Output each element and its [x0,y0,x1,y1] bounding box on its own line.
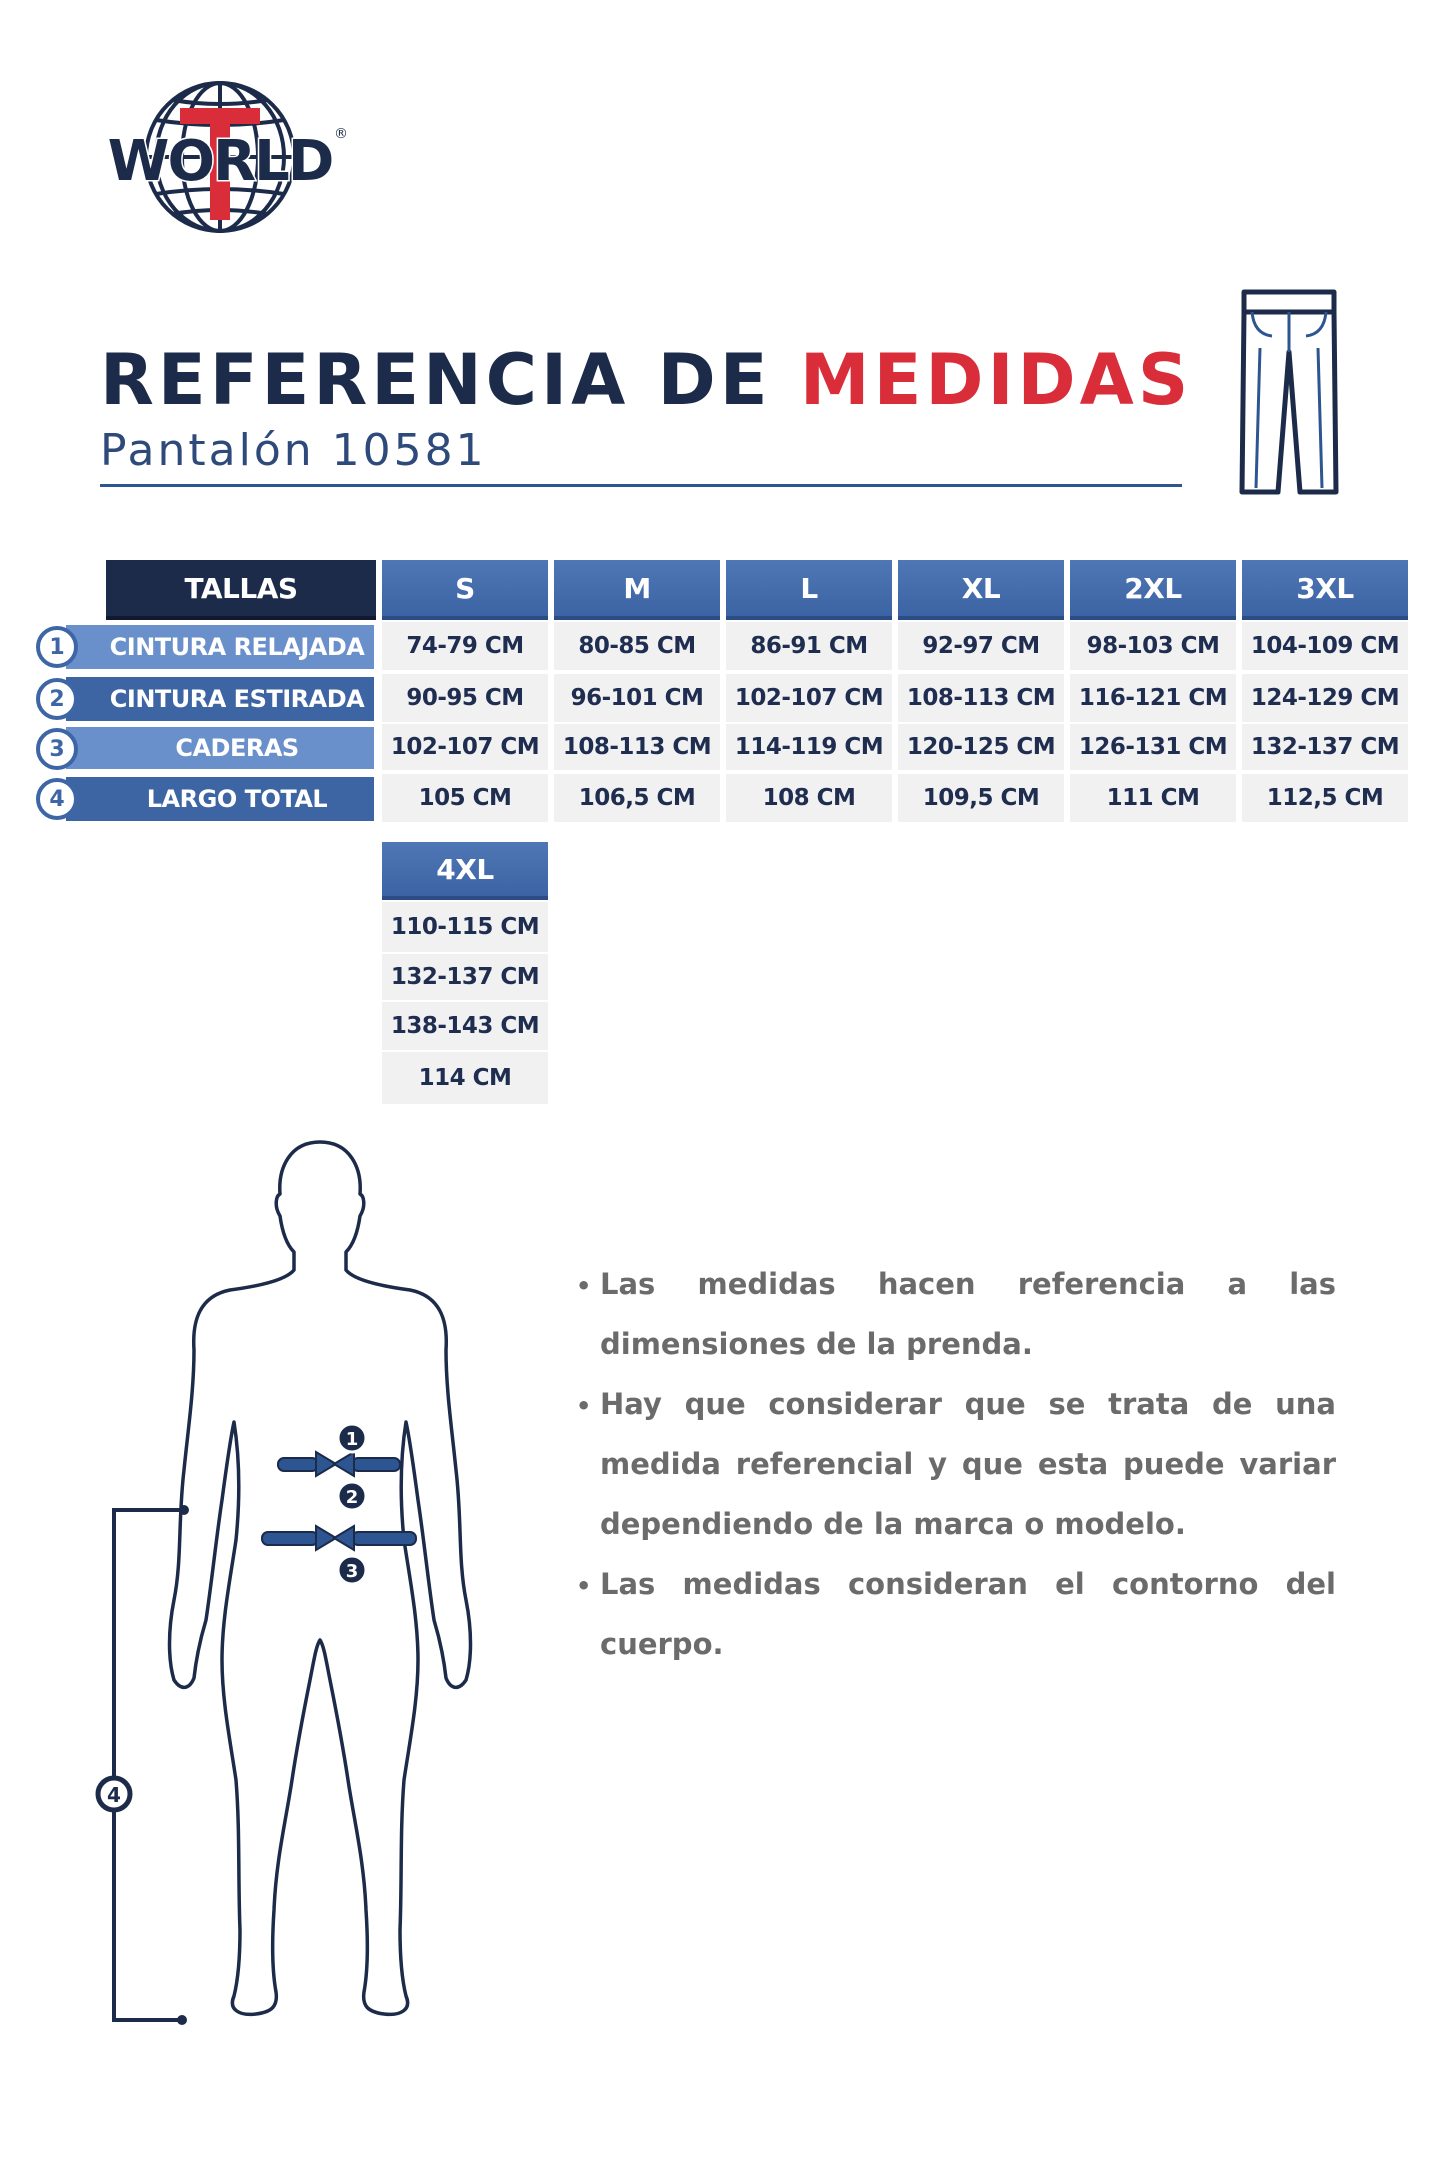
size-value-cell: 98-103 CM [1070,622,1236,670]
size-value-cell: 92-97 CM [898,622,1064,670]
measure-label-text: LARGO TOTAL [66,777,374,821]
svg-text:4: 4 [107,1783,121,1807]
product-subtitle: Pantalón 10581 [100,425,487,476]
size-value-cell: 111 CM [1070,774,1236,822]
measure-number-badge: 4 [36,778,78,820]
size-value-cell: 80-85 CM [554,622,720,670]
size-value-cell: 108-113 CM [898,674,1064,722]
size-value-cell: 102-107 CM [382,724,548,770]
title-accent: MEDIDAS [799,339,1193,421]
size-value-cell: 109,5 CM [898,774,1064,822]
pants-icon [1238,288,1340,496]
measure-row-label [36,622,374,672]
body-outline [170,1142,471,2014]
measure-label-text: CINTURA RELAJADA [66,625,374,669]
size-value-cell: 104-109 CM [1242,622,1408,670]
hip-arrows [262,1526,416,1550]
measure-number-badge: 2 [36,678,78,720]
size-value-cell: 105 CM [382,774,548,822]
size-value-cell: 90-95 CM [382,674,548,722]
size-header: 3XL [1242,560,1408,620]
size-value-cell: 110-115 CM [382,902,548,952]
note-item: • Las medidas hacen referencia a las dimensiones de la prenda. [576,1254,1336,1374]
size-header: 4XL [382,842,548,900]
svg-text:3: 3 [345,1561,359,1582]
size-value-cell: 106,5 CM [554,774,720,822]
marker-2 [338,1482,366,1510]
length-measure-line [114,1510,184,2020]
size-value-cell: 96-101 CM [554,674,720,722]
logo-wordmark: WORLD [108,129,333,194]
sizes-header-label: TALLAS [106,560,376,620]
size-value-cell: 108 CM [726,774,892,822]
notes-list [576,1254,1336,1674]
title-divider [100,484,1182,487]
size-value-cell: 108-113 CM [554,724,720,770]
marker-3 [338,1556,366,1584]
size-value-cell: 74-79 CM [382,622,548,670]
size-value-cell: 116-121 CM [1070,674,1236,722]
svg-text:1: 1 [345,1429,359,1450]
size-value-cell: 138-143 CM [382,1002,548,1050]
size-header: S [382,560,548,620]
page-title [100,339,1193,421]
measure-number-badge: 1 [36,626,78,668]
note-item: • Hay que considerar que se trata de una medida referencial y que esta puede variar dependiendo de la marca o modelo. [576,1374,1336,1554]
size-value-cell: 120-125 CM [898,724,1064,770]
measure-label-text: CINTURA ESTIRADA [66,677,374,721]
measure-row-label [36,724,374,772]
marker-4 [98,1778,130,1810]
size-value-cell: 102-107 CM [726,674,892,722]
size-value-cell: 114-119 CM [726,724,892,770]
size-header: M [554,560,720,620]
marker-1 [338,1424,366,1452]
size-value-cell: 132-137 CM [382,954,548,1000]
note-item: • Las medidas consideran el contorno del cuerpo. [576,1554,1336,1674]
waist-arrows [278,1452,400,1476]
world-logo [108,72,348,242]
size-value-cell: 114 CM [382,1052,548,1104]
body-figure-illustration [90,1140,550,2100]
measure-number-badge: 3 [36,728,78,770]
registered-mark: ® [334,126,348,142]
title-block [100,339,1193,476]
size-value-cell: 132-137 CM [1242,724,1408,770]
title-main: REFERENCIA DE [100,339,772,421]
size-header: XL [898,560,1064,620]
measure-row-label [36,774,374,824]
length-start-dot [179,1505,189,1515]
size-header: 2XL [1070,560,1236,620]
size-value-cell: 112,5 CM [1242,774,1408,822]
size-header: L [726,560,892,620]
measure-row-label [36,674,374,724]
svg-text:2: 2 [345,1487,359,1508]
length-end-dot [177,2015,187,2025]
measure-label-text: CADERAS [66,727,374,769]
size-value-cell: 124-129 CM [1242,674,1408,722]
size-value-cell: 126-131 CM [1070,724,1236,770]
size-value-cell: 86-91 CM [726,622,892,670]
